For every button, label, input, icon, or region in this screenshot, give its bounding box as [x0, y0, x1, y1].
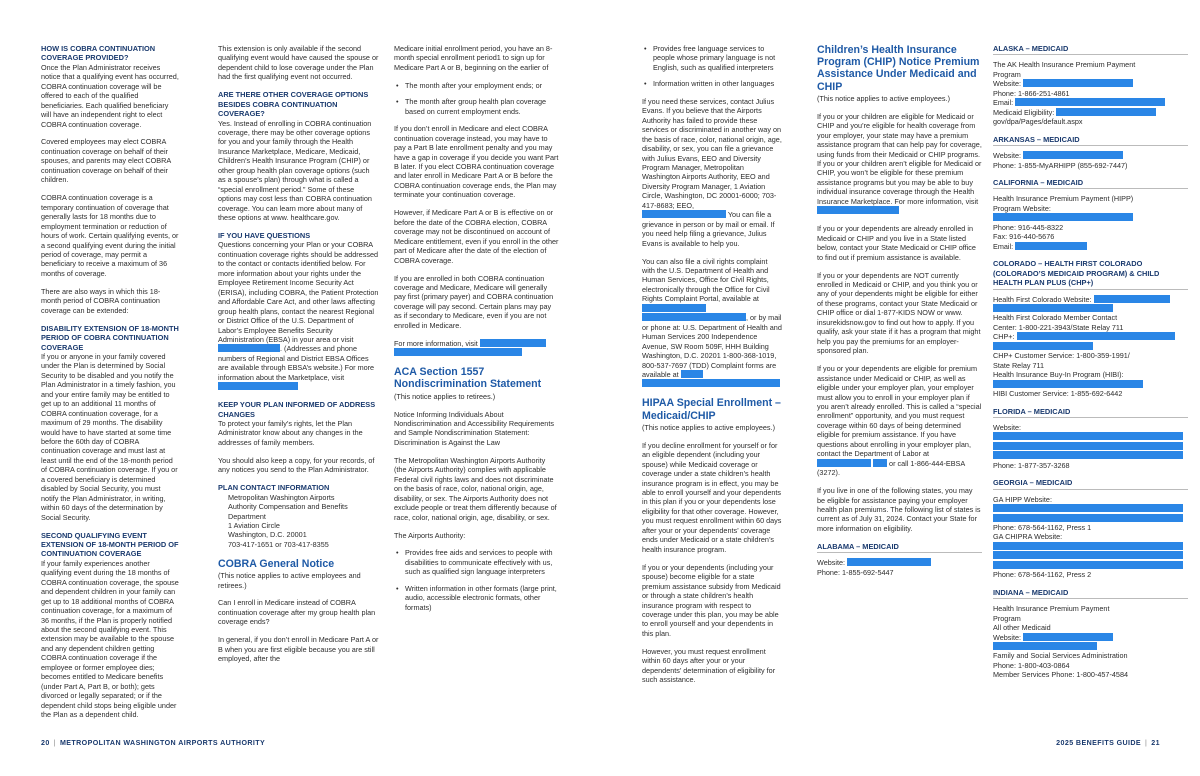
paragraph: If you or your dependents are NOT currently enrolled in Medicaid or CHIP, and you think you or any of your dependents might be eligible for either of these programs, contact your State Medicaid or CHIP office or dial 1-877-KIDS NOW or www. insurekidsnow.gov to find out how to apply. If you qualify, ask your state if it has a program that might help you pay the premiums for an employer-sponsored plan.: [817, 270, 981, 356]
state-line: [993, 542, 1188, 551]
redacted-link[interactable]: [480, 339, 546, 347]
state-line: [993, 304, 1188, 313]
redacted-link[interactable]: [1094, 295, 1170, 303]
state-heading-arkansas: ARKANSAS – MEDICAID: [993, 135, 1188, 146]
state-line: Health First Colorado Member Contact: [993, 313, 1118, 323]
list-item: • Provides free aids and services to people with disabilities to communicate effectively with us, such as qualified sign language interpreters: [394, 548, 559, 576]
address-line: 703-417-1651 or 703-417-8355: [228, 539, 329, 549]
state-heading-alaska: ALASKA – MEDICAID: [993, 44, 1188, 55]
text: Questions concerning your Plan or your COBRA continuation coverage rights should be addressed to the contact or contacts identified below. For more information about your rights under the Employee Retirement Income Security Act (ERISA), including COBRA, the Patient Protection and Affordable Care Act, and other laws affecting group health plans, contact the nearest Regional or District Office of the U.S. Department of Labor’s Employee Benefits Security Administration (EBSA) in your area or visit: [218, 240, 379, 344]
footer-right: [1056, 739, 1160, 747]
state-block-alaska: [993, 60, 1188, 126]
redacted-link[interactable]: [993, 551, 1183, 559]
state-line: [993, 242, 1188, 251]
paragraph: Once the Plan Administrator receives notice that a qualifying event has occurred, COBRA continuation coverage will be offered to each of the qualified beneficiaries. Each qualified beneficiary will have an independent right to elect COBRA continuation coverage.: [41, 62, 179, 129]
paragraph: You should also keep a copy, for your records, of any notices you send to the Plan Administrator.: [218, 455, 375, 475]
paragraph: COBRA continuation coverage is a temporary continuation of coverage that generally lasts for 18 months due to employment termination or reduction of hours of work. Certain qualifying events, or a second qualifying event during the initial period of coverage, may permit a beneficiary to receive a maximum of 36 months of coverage.: [41, 193, 179, 278]
redacted-link[interactable]: [993, 342, 1093, 350]
state-block-colorado: [993, 295, 1188, 399]
redacted-link[interactable]: [817, 206, 899, 214]
text: For more information, visit: [394, 338, 478, 348]
page-number: 21: [1151, 739, 1160, 747]
state-heading-georgia: GEORGIA – MEDICAID: [993, 478, 1188, 489]
heading-second-event: SECOND QUALIFYING EVENT EXTENSION OF 18-MONTH PERIOD OF CONTINUATION COVERAGE: [41, 530, 179, 559]
text: You can also file a civil rights complaint with the U.S. Department of Health and Human Services, Office for Civil Rights, electronically through the Office for Civil Rights Complaint Portal, available at: [642, 256, 770, 304]
column-1: [41, 44, 179, 728]
text: Medicaid Eligibility:: [993, 107, 1055, 117]
address-line: Washington, D.C. 20001: [228, 530, 307, 540]
redacted-link[interactable]: [1023, 633, 1113, 641]
redacted-link[interactable]: [1023, 151, 1123, 159]
redacted-link[interactable]: [993, 304, 1113, 312]
separator: |: [53, 739, 56, 747]
state-line: Family and Social Services Administration: [993, 651, 1128, 661]
paragraph: [642, 97, 782, 248]
state-line: [993, 98, 1188, 107]
paragraph: In general, if you don’t enroll in Medicare Part A or B when you are first eligible because you are still employed, after the: [218, 635, 379, 664]
text: , or by mail or phone at: U.S. Department of Health and Human Services 200 Independence Avenue, SW Room 509F, HHH Building Washington, D.C. 20201 1-800-368-1019, 800-537-7697 (TDD) Complaint forms are available at: [642, 313, 782, 379]
paragraph: Notice Informing Individuals About Nondiscrimination and Accessibility Requirements and Sample Nondiscrimination Statement: Discrimination is Against the Law: [394, 409, 554, 447]
paragraph: If you or your dependents (including your spouse) become eligible for a state premium assistance subsidy from Medicaid or through a state children’s health insurance program with respect to coverage under this plan, you may be able to enroll yourself and your dependents in this plan.: [642, 562, 781, 638]
state-line: [993, 451, 1188, 460]
paragraph: However, if Medicare Part A or B is effective on or before the date of the COBRA election, COBRA coverage may not be discontinued on account of Medicare entitlement, even if you enroll in the other part of Medicare after the date of the election of COBRA coverage.: [394, 208, 559, 265]
paragraph: (This notice applies to active employees.): [642, 422, 775, 432]
list-item: • Information written in other languages: [642, 79, 782, 88]
text: Email:: [993, 98, 1014, 108]
state-line: [993, 561, 1188, 570]
state-block-georgia: [993, 495, 1188, 580]
text: or call 1-866-444-EBSA (3272).: [817, 458, 965, 478]
text: Website:: [993, 151, 1022, 161]
state-line: Fax: 916-440-5676: [993, 232, 1055, 242]
redacted-link[interactable]: [218, 382, 298, 390]
redacted-link[interactable]: [993, 561, 1183, 569]
state-line: Phone: 1-855-MyARHIPP (855-692-7447): [993, 160, 1128, 170]
bullet-list: [394, 548, 559, 612]
state-line: Phone: 678-564-1162, Press 1: [993, 523, 1092, 533]
redacted-link[interactable]: [993, 432, 1183, 440]
state-line: Center: 1-800-221-3943/State Relay 711: [993, 322, 1124, 332]
paragraph: (This notice applies to active employees and retirees.): [218, 571, 361, 590]
state-line: Phone: 1-877-357-3268: [993, 460, 1070, 470]
state-heading-florida: FLORIDA – MEDICAID: [993, 407, 1188, 418]
bullet-list: [642, 44, 782, 89]
state-line: Health Insurance Buy-In Program (HIBI):: [993, 370, 1124, 380]
redacted-link[interactable]: [642, 313, 746, 321]
state-heading-indiana: INDIANA – MEDICAID: [993, 588, 1188, 599]
state-line: [993, 551, 1188, 560]
state-line: [993, 380, 1188, 389]
heading-plan-contact: PLAN CONTACT INFORMATION: [218, 483, 330, 493]
paragraph: This extension is only available if the second qualifying event would have caused the spouse or dependent child to lose coverage under the Plan had the first qualifying event not occurred.: [218, 44, 379, 82]
paragraph: The Metropolitan Washington Airports Authority (the Airports Authority) complies with applicable Federal civil rights laws and does not discriminate on the basis of race, color, national origin, age, disability, or sex. The Airports Authority does not exclude people or treat them differently because of race, color, national origin, age, disability, or sex.: [394, 455, 557, 522]
paragraph: Covered employees may elect COBRA continuation coverage on behalf of their spouses, and parents may elect COBRA continuation coverage on behalf of their children.: [41, 137, 171, 185]
paragraph: If you are enrolled in both COBRA continuation coverage and Medicare, Medicare will generally pay first (primary payer) and COBRA continuation coverage will pay second. Certain plans may pay as if secondary to Medicare, even if you are not enrolled in Medicare.: [394, 273, 554, 330]
heading-other-options: ARE THERE OTHER COVERAGE OPTIONS BESIDES COBRA CONTINUATION COVERAGE?: [218, 90, 369, 119]
list-item: • Provides free language services to people whose primary language is not English, such as qualified interpreters: [642, 44, 782, 72]
paragraph: To protect your family’s rights, let the Plan Administrator know about any changes in the addresses of family members.: [218, 418, 363, 447]
state-line: [993, 432, 1188, 441]
heading-questions: IF YOU HAVE QUESTIONS: [218, 231, 311, 241]
state-line: Phone: 1-866-251-4861: [993, 88, 1070, 98]
redacted-link[interactable]: [993, 380, 1143, 388]
redacted-link[interactable]: [642, 379, 780, 387]
text: Website:: [993, 632, 1022, 642]
paragraph: If you live in one of the following states, you may be eligible for assistance paying your employer health plan premiums. The following list of states is current as of July 31, 2024. Contact your State for more information on eligibility.: [817, 486, 981, 533]
text: If you or your dependents are eligible for premium assistance under Medicaid or CHIP, as well as eligible under your employer plan, your employer must allow you to enroll in your employer plan if you aren’t already enrolled. This is called a “special enrollment” opportunity, and you must request coverage within 60 days of being determined eligible for premium assistance. If you have questions about enrolling in your employer plan, contact the Department of Labor at: [817, 364, 982, 459]
state-line: [993, 633, 1188, 642]
redacted-link[interactable]: [1056, 108, 1156, 116]
text: CHP+:: [993, 332, 1015, 342]
state-line: [993, 442, 1188, 451]
state-line: Phone: 1-855-692-5447: [817, 567, 894, 577]
footer-title: METROPOLITAN WASHINGTON AIRPORTS AUTHORITY: [59, 739, 266, 747]
redacted-link[interactable]: [993, 514, 1183, 522]
state-line: [993, 642, 1188, 651]
paragraph: The Airports Authority:: [394, 530, 466, 540]
state-line: All other Medicaid: [993, 623, 1051, 633]
address-line: Department: [228, 511, 266, 521]
redacted-email[interactable]: [1015, 242, 1087, 250]
state-line: GA HIPP Website:: [993, 494, 1052, 504]
paragraph: Medicare initial enrollment period, you have an 8-month special enrollment period1 to sign up for Medicare Part A or B, beginning on the earlier of: [394, 44, 553, 72]
list-item: • Written information in other formats (large print, audio, accessible electronic formats, other formats): [394, 584, 559, 612]
paragraph: If you don’t enroll in Medicare and elect COBRA continuation coverage instead, you may have to pay a Part B late enrollment penalty and you may have a gap in coverage if you decide you want Part B later. If you elect COBRA continuation coverage and later enroll in Medicare Part A or B before the COBRA continuation coverage ends, the Plan may terminate your continuation coverage.: [394, 124, 559, 200]
state-line: [993, 342, 1188, 351]
separator: |: [1145, 739, 1148, 747]
paragraph: If you decline enrollment for yourself or for an eligible dependent (including your spouse) while Medicaid coverage or coverage under a state children’s health insurance program is in effect, you may be able to enroll yourself and your dependents in this plan if you or your dependents lose eligibility for that other coverage. However, you must request enrollment within 60 days after your or your dependents’ coverage ends under Medicaid or a state children’s health insurance program.: [642, 440, 782, 554]
state-line: Program: [993, 69, 1021, 79]
redacted-link[interactable]: [993, 451, 1183, 459]
text: Email:: [993, 241, 1014, 251]
state-block-indiana: [993, 604, 1188, 680]
text: Health First Colorado Website:: [993, 294, 1092, 304]
state-line: [993, 213, 1188, 222]
address-line: 1 Aviation Circle: [228, 521, 280, 531]
heading-address-changes: KEEP YOUR PLAN INFORMED OF ADDRESS CHANGES: [218, 400, 376, 419]
state-line: The AK Health Insurance Premium Payment: [993, 60, 1136, 70]
redacted-link[interactable]: [993, 213, 1133, 221]
state-line: Program: [993, 613, 1021, 623]
heading-cobra-provided: HOW IS COBRA CONTINUATION COVERAGE PROVIDED?: [41, 44, 156, 63]
redacted-link[interactable]: [218, 344, 280, 352]
state-line: Phone: 916-445-8322: [993, 222, 1064, 232]
address-line: Metropolitan Washington Airports: [228, 492, 335, 502]
column-5: [817, 44, 982, 585]
redacted-link[interactable]: [642, 304, 706, 312]
state-line: Phone: 678-564-1162, Press 2: [993, 570, 1092, 580]
redacted-link[interactable]: [993, 504, 1183, 512]
list-item: • The month after group health plan coverage based on current employment ends.: [394, 97, 559, 116]
paragraph: [817, 364, 982, 477]
heading-cobra-general-notice: COBRA General Notice: [218, 557, 335, 570]
redacted-link[interactable]: [1017, 332, 1175, 340]
state-line: [993, 295, 1188, 304]
contact-address: [218, 493, 379, 550]
redacted-link[interactable]: [993, 442, 1183, 450]
state-line: Phone: 1-800-403-0864: [993, 660, 1070, 670]
paragraph: [394, 339, 559, 358]
state-line: Program Website:: [993, 203, 1051, 213]
text: Website:: [993, 79, 1022, 89]
paragraph: Can I enroll in Medicare instead of COBRA continuation coverage after my group health plan coverage ends?: [218, 598, 376, 627]
paragraph: [817, 112, 982, 216]
state-block-arkansas: [993, 151, 1188, 170]
paragraph: If you or your dependents are already enrolled in Medicaid or CHIP and you live in a State listed below, contact your State Medicaid or CHIP office to find out if premium assistance is available.: [817, 224, 976, 262]
redacted-email[interactable]: [1015, 98, 1165, 106]
state-line: HIBI Customer Service: 1-855-692-6442: [993, 389, 1123, 399]
state-line: [993, 79, 1188, 88]
state-line: [993, 514, 1188, 523]
redacted-link[interactable]: [681, 370, 703, 378]
redacted-link[interactable]: [847, 558, 931, 566]
redacted-link[interactable]: [993, 542, 1183, 550]
heading-aca-1557: ACA Section 1557 Nondiscrimination Statement: [394, 366, 542, 391]
redacted-link[interactable]: [394, 348, 522, 356]
state-block-alabama: [817, 558, 982, 577]
state-line: GA CHIPRA Website:: [993, 532, 1063, 542]
footer-title: 2025 BENEFITS GUIDE: [1056, 739, 1142, 747]
paragraph: If your family experiences another qualifying event during the 18 months of COBRA continuation coverage, the spouse and dependent children in your family can get up to 18 additional months of COBRA continuation coverage, for a maximum of 36 months, if the Plan is properly notified about the second qualifying event. This extension may be available to the spouse and any dependent children getting COBRA continuation coverage if the employee or former employee dies; becomes entitled to Medicare benefits (under Part A, Part B, or both); gets divorced or legally separated; or if the dependent child stops being eligible under the Plan as a dependent child.: [41, 558, 179, 720]
state-line: [993, 151, 1188, 160]
footer-left: [41, 739, 265, 747]
state-line: CHP+ Customer Service: 1-800-359-1991/: [993, 351, 1130, 361]
paragraph: There are also ways in which this 18-month period of COBRA continuation coverage can be extended:: [41, 286, 161, 315]
redacted-link[interactable]: [993, 642, 1097, 650]
column-3: [394, 44, 559, 620]
state-line: Member Services Phone: 1-800-457-4584: [993, 670, 1129, 680]
state-line: [817, 558, 982, 567]
state-block-california: [993, 194, 1188, 251]
state-line: [993, 504, 1188, 513]
state-heading-california: CALIFORNIA – MEDICAID: [993, 178, 1188, 189]
state-line: [993, 332, 1188, 341]
redacted-link[interactable]: [873, 459, 887, 467]
state-line: gov/dpa/Pages/default.aspx: [993, 117, 1083, 127]
text: . (Addresses and phone numbers of Regional and District EBSA Offices are available through EBSA’s website.) For more information about the Marketplace, visit: [218, 344, 375, 382]
text: You can file a grievance in person or by mail or email. If you need help filing a grievance, Julius Evans is available to help you.: [642, 210, 775, 248]
paragraph: [642, 257, 782, 389]
column-4: [642, 44, 782, 693]
state-line: Website:: [993, 422, 1022, 432]
paragraph: [218, 240, 379, 391]
paragraph: Yes. Instead of enrolling in COBRA continuation coverage, there may be other coverage options for you and your family through the Health Insurance Marketplace, Medicare, Medicaid, Children’s Health Insurance Program (CHIP) or other group health plan coverage options (such as a spouse’s plan) through what is called a “special enrollment period.” Some of these options may cost less than COBRA continuation coverage. You can learn more about many of these options at www. healthcare.gov.: [218, 118, 372, 223]
heading-disability-extension: DISABILITY EXTENSION OF 18-MONTH PERIOD OF COBRA CONTINUATION COVERAGE: [41, 323, 179, 352]
state-line: State Relay 711: [993, 360, 1045, 370]
state-heading-colorado: COLORADO – HEALTH FIRST COLORADO (COLORADO’S MEDICAID PROGRAM) & CHILD HEALTH PLAN PLUS (CHP+): [993, 259, 1188, 289]
column-6: [993, 44, 1188, 688]
paragraph: (This notice applies to retirees.): [394, 391, 496, 401]
paragraph: If you or anyone in your family covered under the Plan is determined by Social Security to be disabled and you notify the Plan Administrator in a timely fashion, you and your entire family may be entitled to get up to an additional 11 months of COBRA continuation coverage, for a maximum of 29 months. The disability would have to have started at some time before the 60th day of COBRA continuation coverage and must last at least until the end of the 18-month period of COBRA continuation coverage. If you or a covered beneficiary is determined disabled by Social Security, you must notify the Plan Administrator, in writing, within 60 days of the determination by Social Security.: [41, 351, 178, 522]
paragraph: (This notice applies to active employees.): [817, 93, 950, 103]
state-block-florida: [993, 423, 1188, 470]
heading-hipaa: HIPAA Special Enrollment – Medicaid/CHIP: [642, 397, 781, 422]
state-line: Health Insurance Premium Payment (HIPP): [993, 194, 1134, 204]
state-line: Health Insurance Premium Payment: [993, 604, 1110, 614]
text: Website:: [817, 558, 846, 568]
text: If you or your children are eligible for Medicaid or CHIP and you’re eligible for health coverage from your employer, your state may have a premium assistance program that can help pay for coverage, using funds from their Medicaid or CHIP programs. If you or your children aren’t eligible for Medicaid or CHIP, you won’t be eligible for these premium assistance programs but you may be able to buy individual insurance coverage through the Health Insurance Marketplace. For more information, visit: [817, 111, 982, 206]
redacted-email[interactable]: [642, 210, 726, 218]
column-2: [218, 44, 379, 672]
address-line: Authority Compensation and Benefits: [228, 502, 348, 512]
paragraph: However, you must request enrollment within 60 days after your or your dependents’ determination of eligibility for such assistance.: [642, 646, 776, 685]
heading-chip-notice: Children’s Health Insurance Program (CHIP) Notice Premium Assistance Under Medicaid and CHIP: [817, 44, 980, 93]
redacted-link[interactable]: [817, 459, 871, 467]
list-item: • The month after your employment ends; or: [394, 81, 559, 90]
state-heading-alabama: ALABAMA – MEDICAID: [817, 542, 982, 553]
text: If you need these services, contact Julius Evans. If you believe that the Airports Authority has failed to provide these services or discriminated in another way on the basis of race, color, national origin, age, disability, or sex, you can file a grievance with Julius Evans, EEO and Diversity Program Manager, Metropolitan Washington Airports Authority, EEO and Diversity Program Manager, 1 Aviation Circle, Washington, DC 20001-6000; 703-417-8683; EEO,: [642, 96, 782, 210]
bullet-list: [394, 81, 559, 116]
page-number: 20: [41, 739, 50, 747]
redacted-link[interactable]: [1023, 79, 1133, 87]
state-line: [993, 108, 1188, 117]
